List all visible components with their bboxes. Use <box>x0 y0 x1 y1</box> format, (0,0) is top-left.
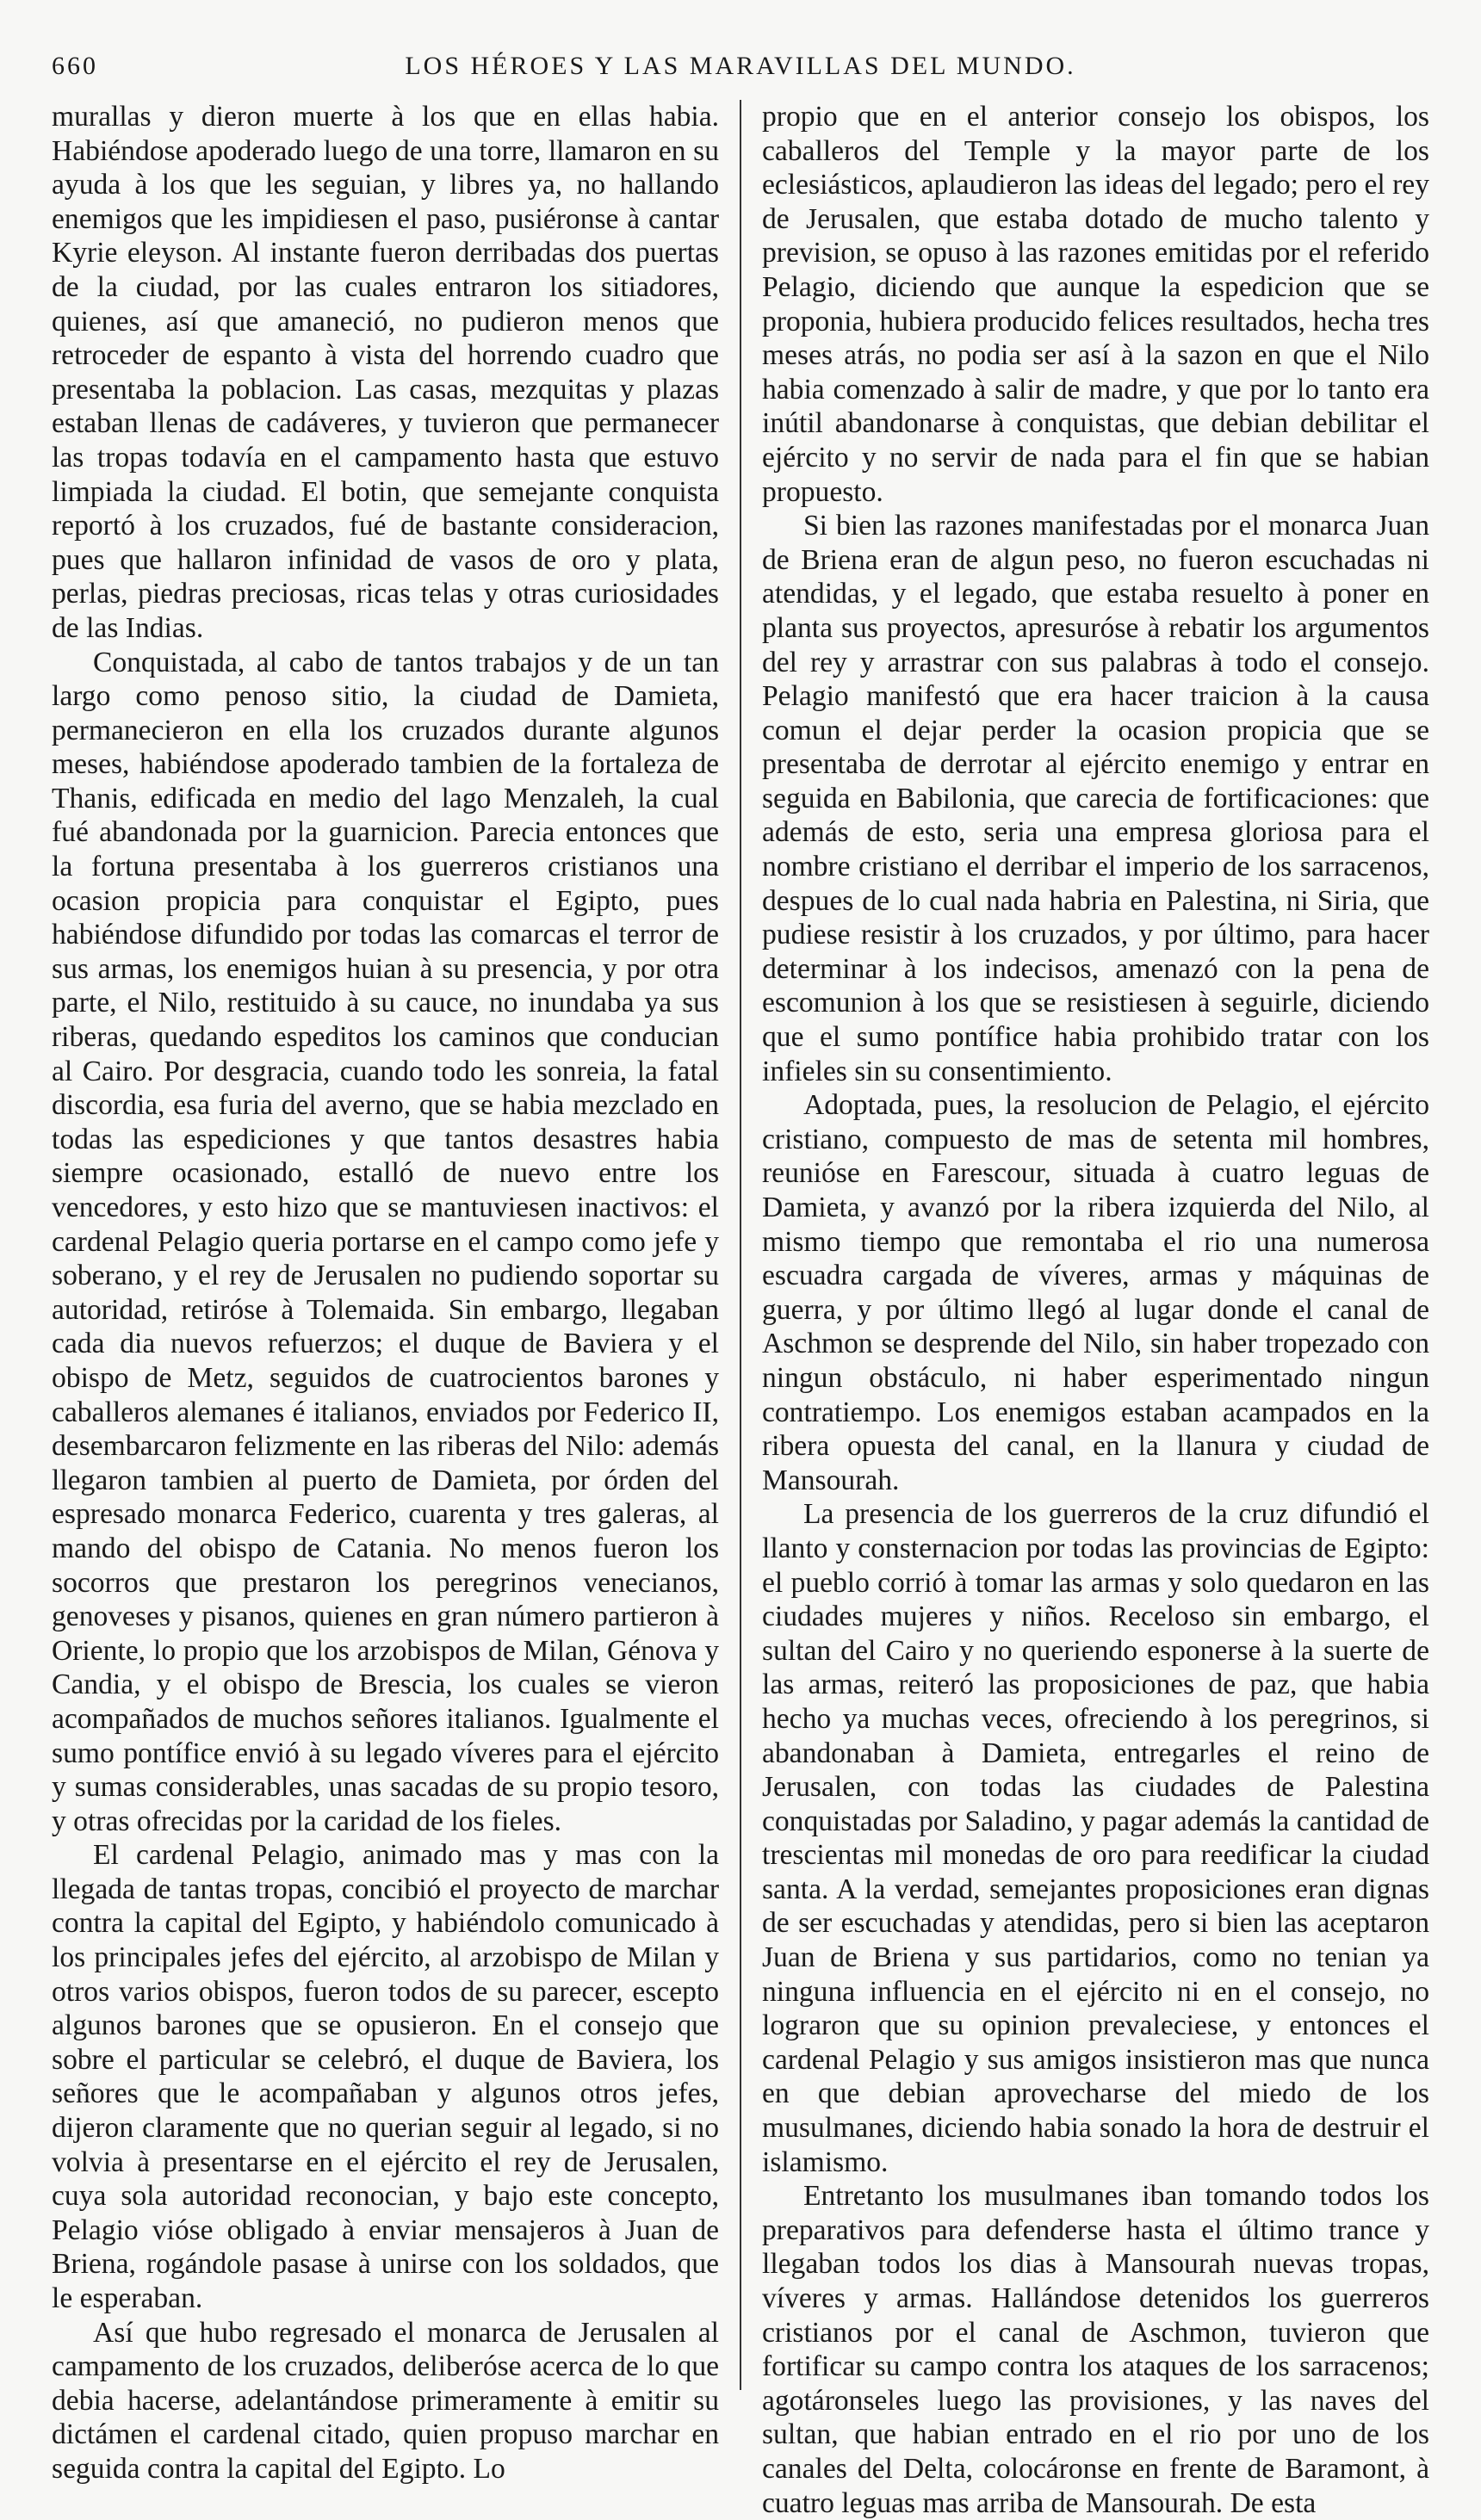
paragraph: propio que en el anterior consejo los obispos, los caballeros del Temple y la mayor parte de los eclesiásticos, aplaudieron las ideas del legado; pero el rey de Jerusalen, que estaba dotado de mucho talento y prevision, se opuso à las razones emitidas por el referido Pelagio, diciendo que aunque la espedicion que se proponia, hubiera producido felices resultados, hecha tres meses atrás, no podia ser así à la sazon en que el Nilo habia comenzado à salir de madre, y que por lo tanto era inútil abandonarse à conquistas, que debian debilitar el ejército y no servir de nada para el fin que se habian propuesto. <box>761 101 1429 508</box>
paragraph: Así que hubo regresado el monarca de Jerusalen al campamento de los cruzados, deliberóse acerca de lo que debia hacerse, adelantándose primeramente à emitir su dictámen el cardenal citado, quien propuso marchar en seguida contra la capital del Egipto. Lo <box>52 2316 720 2485</box>
paragraph: Si bien las razones manifestadas por el monarca Juan de Briena eran de algun peso, no fueron escuchadas ni atendidas, y el legado, que estaba resuelto à poner en planta sus proyectos, apresuróse à rebatir los argumentos del rey y arrastrar con sus palabras à todo el consejo. Pelagio manifestó que era hacer traicion à la causa comun el dejar perder la ocasion propicia que se presentaba de derrotar al ejército enemigo y entrar en seguida en Babilonia, que carecia de fortificaciones: que además de esto, seria una empresa gloriosa para el nombre cristiano el derribar el imperio de los sarracenos, despues de lo cual nada habria en Palestina, ni Siria, que pudiese resistir à los cruzados, y por último, para hacer determinar à los indecisos, amenazó con la pena de escomunion à los que se resistiesen à seguirle, diciendo que el sumo pontífice habia prohibido tratar con los infieles sin su consentimiento. <box>761 510 1429 1087</box>
right-column <box>761 100 1429 2519</box>
running-title: LOS HÉROES Y LAS MARAVILLAS DEL MUNDO. <box>405 52 1076 80</box>
paragraph: Adoptada, pues, la resolucion de Pelagio, el ejército cristiano, compuesto de mas de setenta mil hombres, reunióse en Farescour, situada à cuatro leguas de Damieta, y avanzó por la ribera izquierda del Nilo, al mismo tiempo que remontaba el rio una numerosa escuadra cargada de víveres, armas y máquinas de guerra, y por último llegó al lugar donde el canal de Aschmon se desprende del Nilo, sin haber tropezado con ningun obstáculo, ni haber esperimentado ningun contratiempo. Los enemigos estaban acampados en la ribera opuesta del canal, en la llanura y ciudad de Mansourah. <box>761 1089 1429 1496</box>
paragraph: La presencia de los guerreros de la cruz difundió el llanto y consternacion por todas las provincias de Egipto: el pueblo corrió à tomar las armas y solo quedaron en las ciudades mujeres y niños. Receloso sin embargo, el sultan del Cairo y no queriendo esponerse à la suerte de las armas, reiteró las proposiciones de paz, que habia hecho ya muchas veces, ofreciendo à los peregrinos, si abandonaban à Damieta, entregarles el reino de Jerusalen, con todas las ciudades de Palestina conquistadas por Saladino, y pagar además la cantidad de trescientas mil monedas de oro para reedificar la ciudad santa. A la verdad, semejantes proposiciones eran dignas de ser escuchadas y atendidas, pero si bien las aceptaron Juan de Briena y sus partidarios, como no tenian ya ninguna influencia en el ejército ni en el consejo, no lograron que su opinion prevaleciese, y entonces el cardenal Pelagio y sus amigos insistieron mas que nunca en que debian aprovecharse del miedo de los musulmanes, diciendo habia sonado la hora de destruir el islamismo. <box>761 1498 1429 2178</box>
paragraph: Entretanto los musulmanes iban tomando todos los preparativos para defenderse hasta el último trance y llegaban todos los dias à Mansourah nuevas tropas, víveres y armas. Hallándose detenidos los guerreros cristianos por el canal de Aschmon, tuvieron que fortificar su campo contra los ataques de los sarracenos; agotáronseles luego las provisiones, y las naves del sultan, que habian entrado en el rio por uno de los canales del Delta, colocáronse en frente de Baramont, à cuatro leguas mas arriba de Mansourah. De esta <box>761 2180 1429 2519</box>
paragraph: El cardenal Pelagio, animado mas y mas con la llegada de tantas tropas, concibió el proyecto de marchar contra la capital del Egipto, y habiéndolo comunicado à los principales jefes del ejército, al arzobispo de Milan y otros varios obispos, fueron todos de su parecer, escepto algunos barones que se opusieron. En el consejo que sobre el particular se celebró, el duque de Baviera, los señores que le acompañaban y algunos otros jefes, dijeron claramente que no querian seguir al legado, si no volvia à presentarse en el ejército el rey de Jerusalen, cuya sola autoridad reconocian, y bajo este concepto, Pelagio vióse obligado à enviar mensajeros à Juan de Briena, rogándole pasase à unirse con los soldados, que le esperaban. <box>52 1839 720 2314</box>
left-column <box>52 100 720 2485</box>
text-columns <box>52 100 1429 2519</box>
page-header <box>52 52 1429 100</box>
page-number: 660 <box>52 52 98 80</box>
paragraph: murallas y dieron muerte à los que en ellas habia. Habiéndose apoderado luego de una torre, llamaron en su ayuda à los que les seguian, y libres ya, no hallando enemigos que les impidiesen el paso, pusiéronse à cantar Kyrie eleyson. Al instante fueron derribadas dos puertas de la ciudad, por las cuales entraron los sitiadores, quienes, así que amaneció, no pudieron menos que retroceder de espanto à vista del horrendo cuadro que presentaba la poblacion. Las casas, mezquitas y plazas estaban llenas de cadáveres, y tuvieron que permanecer las tropas todavía en el campamento hasta que estuvo limpiada la ciudad. El botin, que semejante conquista reportó à los cruzados, fué de bastante consideracion, pues que hallaron infinidad de vasos de oro y plata, perlas, piedras preciosas, ricas telas y otras curiosidades de las Indias. <box>52 101 720 644</box>
column-divider <box>740 100 741 2390</box>
paragraph: Conquistada, al cabo de tantos trabajos y de un tan largo como penoso sitio, la ciudad de Damieta, permanecieron en ella los cruzados durante algunos meses, habiéndose apoderado tambien de la fortaleza de Thanis, edificada en medio del lago Menzaleh, la cual fué abandonada por la guarnicion. Parecia entonces que la fortuna presentaba à los guerreros cristianos una ocasion propicia para conquistar el Egipto, pues habiéndose difundido por todas las comarcas el terror de sus armas, los enemigos huian à su presencia, y por otra parte, el Nilo, restituido à su cauce, no inundaba ya sus riberas, quedando espeditos los caminos que conducian al Cairo. Por desgracia, cuando todo les sonreia, la fatal discordia, esa furia del averno, que se habia mezclado en todas las espediciones y que tantos desastres habia siempre ocasionado, estalló de nuevo entre los vencedores, y esto hizo que se mantuviesen inactivos: el cardenal Pelagio queria portarse en el campo como jefe y soberano, y el rey de Jerusalen no pudiendo soportar su autoridad, retiróse à Tolemaida. Sin embargo, llegaban cada dia nuevos refuerzos; el duque de Baviera y el obispo de Metz, seguidos de cuatrocientos barones y caballeros alemanes é italianos, enviados por Federico II, desembarcaron felizmente en las riberas del Nilo: además llegaron tambien al puerto de Damieta, por órden del espresado monarca Federico, cuarenta y tres galeras, al mando del obispo de Catania. No menos fueron los socorros que prestaron los peregrinos venecianos, genoveses y pisanos, quienes en gran número partieron à Oriente, lo propio que los arzobispos de Milan, Génova y Candia, y el obispo de Brescia, los cuales se vieron acompañados de muchos señores italianos. Igualmente el sumo pontífice envió à su legado víveres para el ejército y sumas considerables, unas sacadas de su propio tesoro, y otras ofrecidas por la caridad de los fieles. <box>52 646 720 1837</box>
